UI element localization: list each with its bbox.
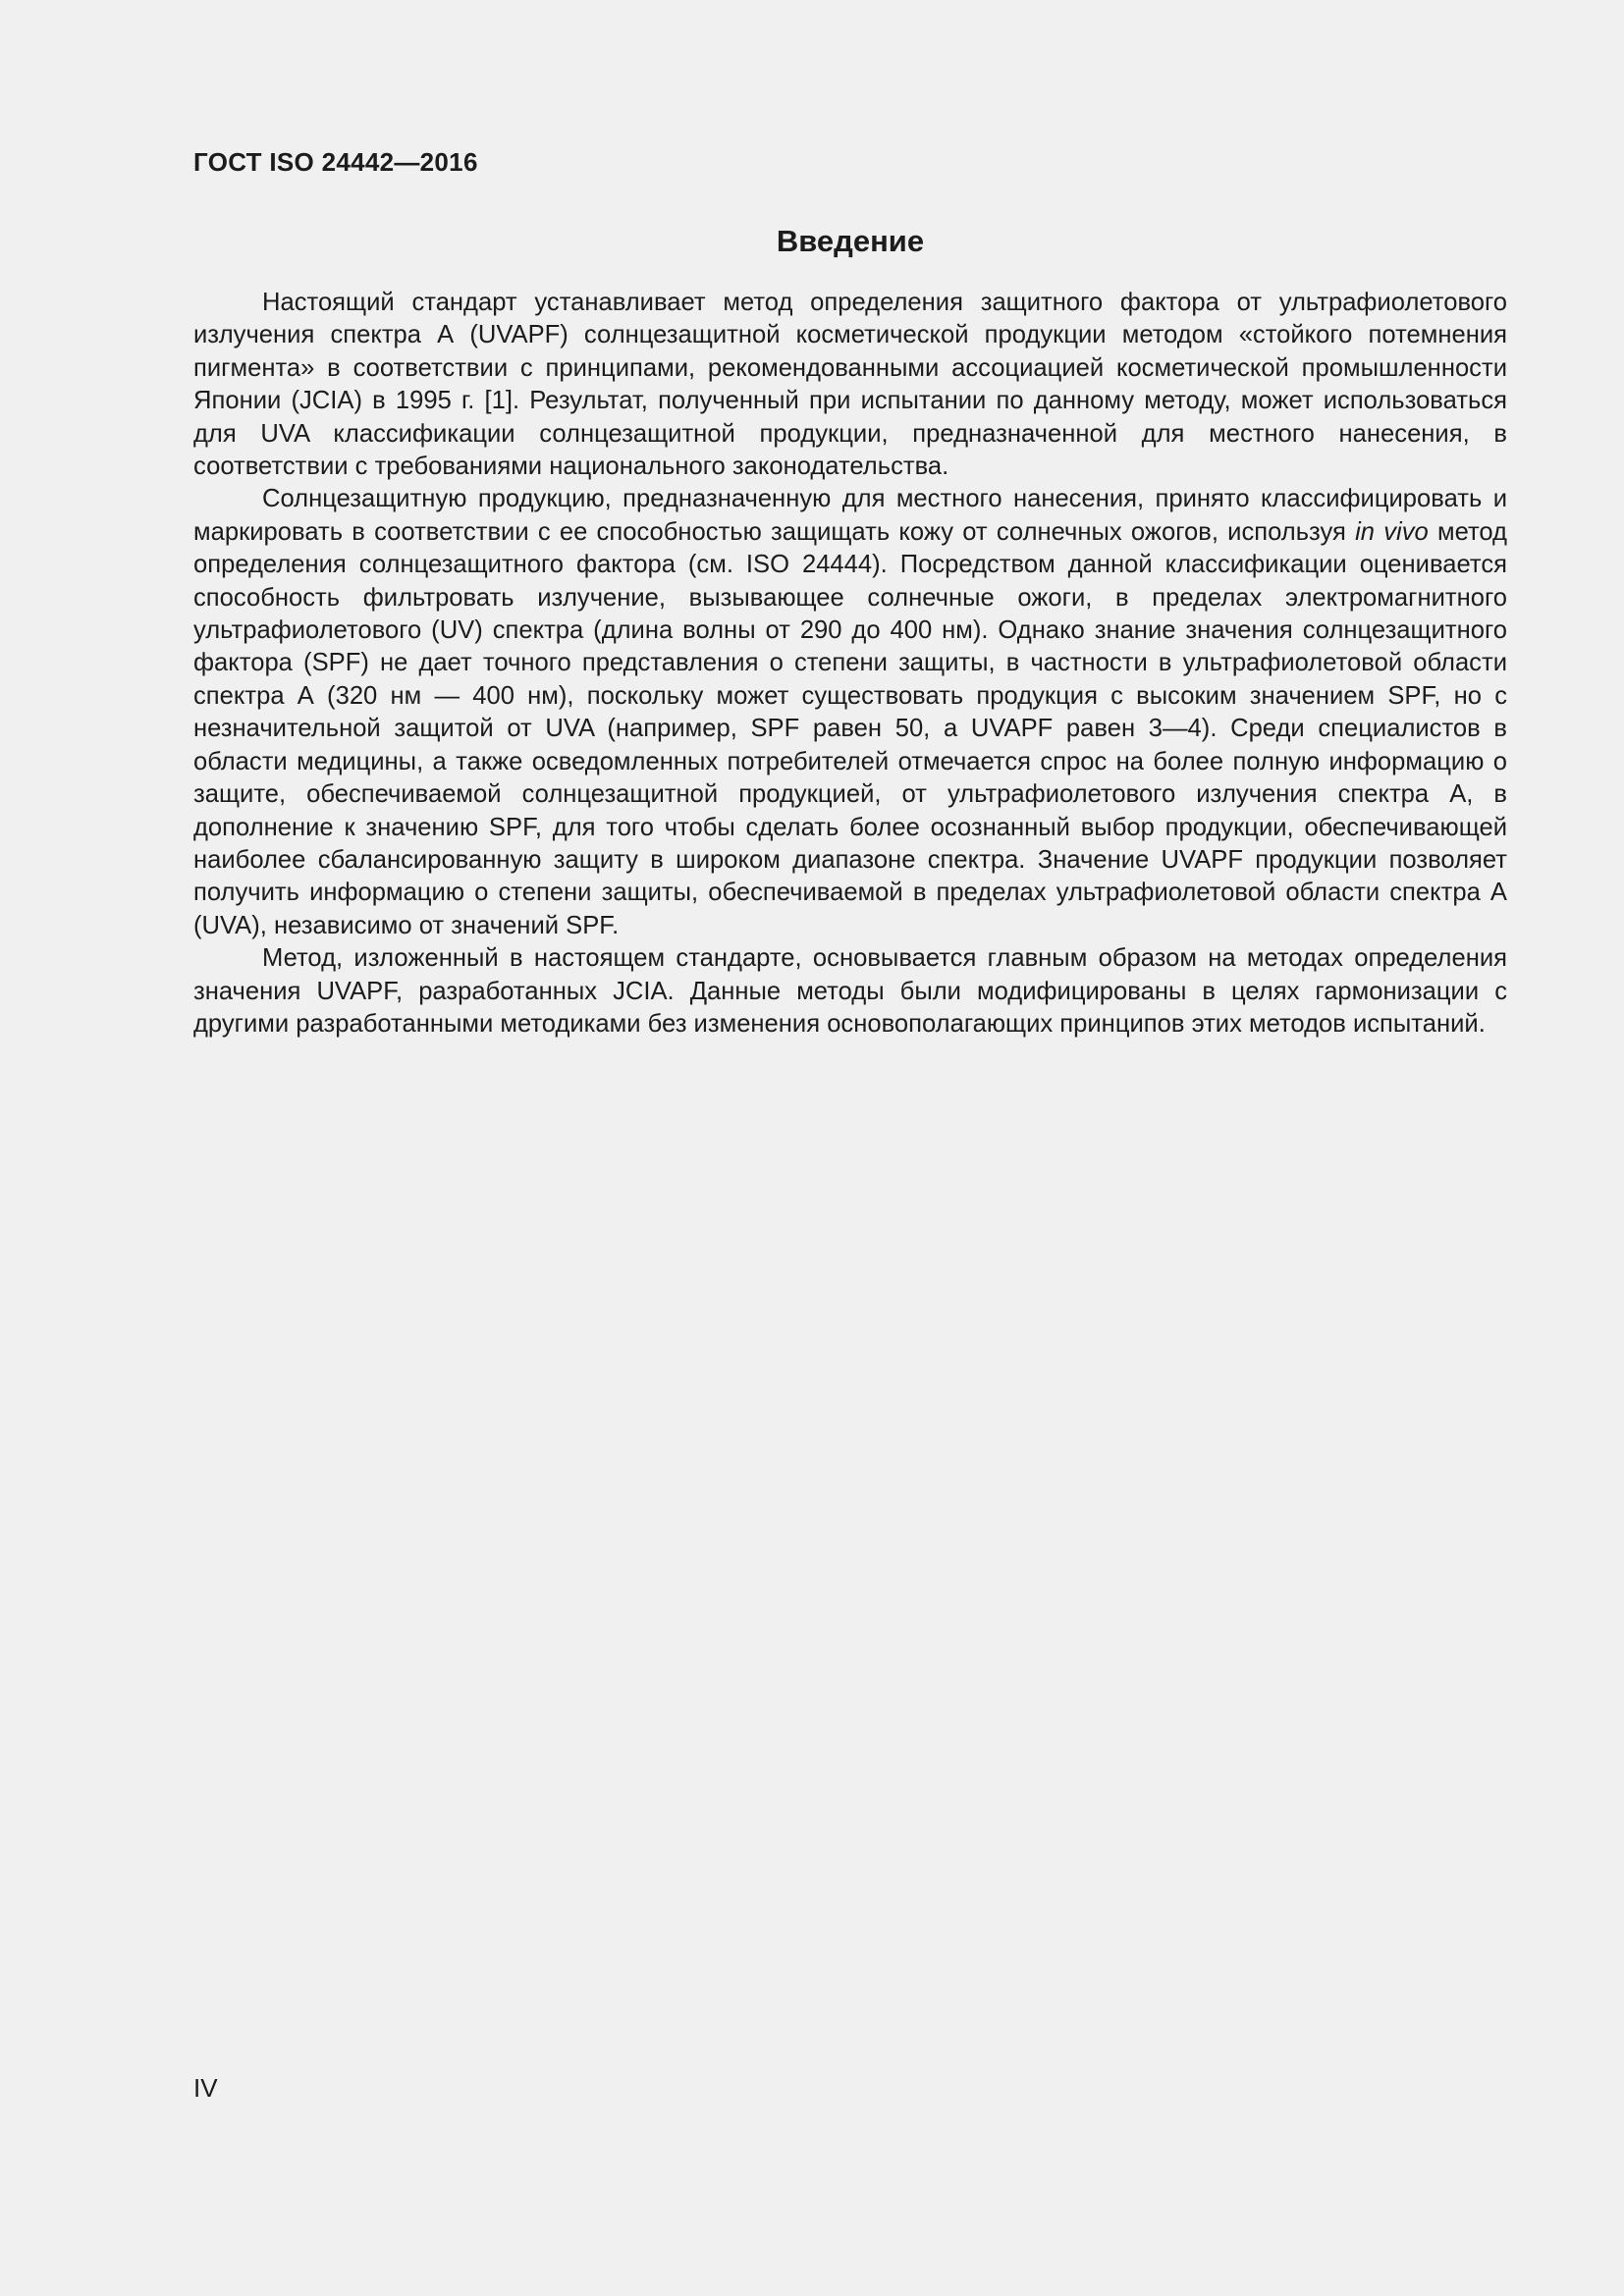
- document-header: ГОСТ ISO 24442—2016: [193, 147, 478, 177]
- paragraph-2-start: Солнцезащитную продукцию, предназначенную для местного нанесения, принято классифицировать и маркировать в соответствии с ее способностью защищать кожу от солнечных ожогов, используя: [193, 485, 1507, 546]
- section-title: Введение: [776, 224, 925, 258]
- paragraph-2-rest: метод определения солнцезащитного фактора (см. ISO 24444). Посредством данной классификации оценивается способность фильтровать излучение, вызывающее солнечные ожоги, в пределах электромагнитного ультрафиолетового (UV) спектра (длина волны от 290 до 400 нм). Однако знание значения солнцезащитного фактора (SPF) не дает точного представления о степени защиты, в частности в ультрафиолетовой области спектра А (320 нм — 400 нм), поскольку может существовать продукция с высоким значением SPF, но с незначительной защитой от UVA (например, SPF равен 50, а UVAPF равен 3—4). Среди специалистов в области медицины, а также осведомленных потребителей отмечается спрос на более полную информацию о защите, обеспечиваемой солнцезащитной продукцией, от ультрафиолетового излучения спектра А, в дополнение к значению SPF, для того чтобы сделать более осознанный выбор продукции, обеспечивающей наиболее сбалансированную защиту в широком диапазоне спектра. Значение UVAPF продукции позволяет получить информацию о степени защиты, обеспечиваемой в пределах ультрафиолетовой области спектра А (UVA), независимо от значений SPF.: [193, 517, 1507, 939]
- paragraph-3: Метод, изложенный в настоящем стандарте, основывается главным образом на методах определения значения UVAPF, разработанных JCIA. Данные методы были модифицированы в целях гармонизации с другими разработанными методиками без изменения основополагающих принципов этих методов испытаний.: [193, 944, 1507, 1038]
- page-number: IV: [193, 2073, 218, 2103]
- paragraph-2-italic: in vivo: [1355, 517, 1429, 546]
- body-text: [193, 287, 1507, 1041]
- paragraph-1: Настоящий стандарт устанавливает метод определения защитного фактора от ультрафиолетового излучения спектра А (UVAPF) солнцезащитной косметической продукции методом «стойкого потемнения пигмента» в соответствии с принципами, рекомендованными ассоциацией косметической промышленности Японии (JCIA) в 1995 г. [1]. Результат, полученный при испытании по данному методу, может использоваться для UVA классификации солнцезащитной продукции, предназначенной для местного нанесения, в соответствии с требованиями национального законодательства.: [193, 289, 1507, 481]
- paragraph-2: [193, 483, 1507, 942]
